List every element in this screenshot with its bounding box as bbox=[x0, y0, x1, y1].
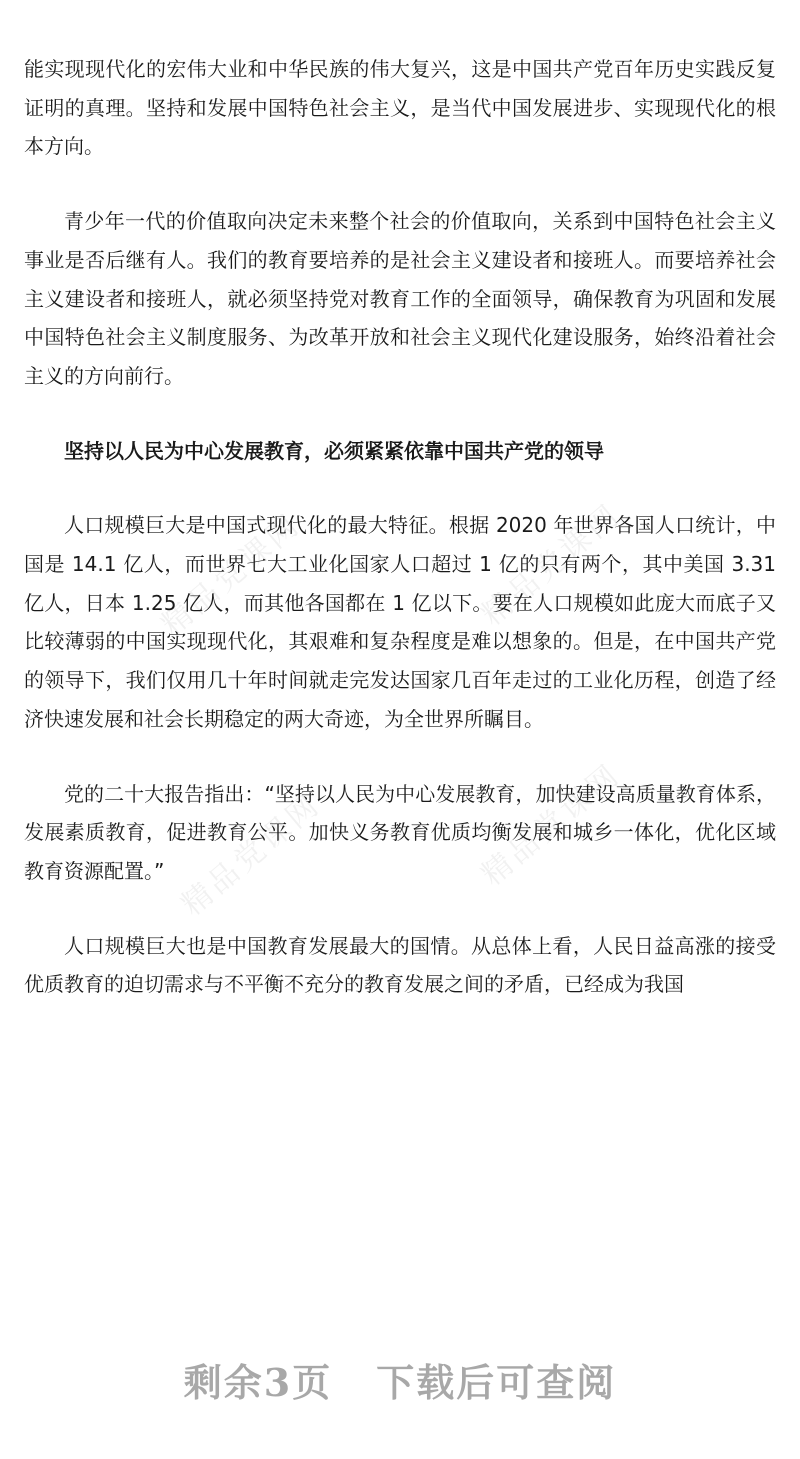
watermark-text: 精品党课网 bbox=[475, 756, 628, 893]
paragraph-gap bbox=[24, 166, 776, 202]
paragraph-gap bbox=[24, 891, 776, 927]
document-body bbox=[24, 50, 776, 1004]
paragraph: 党的二十大报告指出：“坚持以人民为中心发展教育，加快建设高质量教育体系，发展素质教育，促进教育公平。加快义务教育优质均衡发展和城乡一体化，优化区域教育资源配置。” bbox=[24, 781, 776, 883]
paragraph: 人口规模巨大也是中国教育发展最大的国情。从总体上看，人民日益高涨的接受优质教育的迫切需求与不平衡不充分的教育发展之间的矛盾，已经成为我国 bbox=[24, 933, 776, 997]
paragraph: 人口规模巨大是中国式现代化的最大特征。根据 2020 年世界各国人口统计，中国是 14.1 亿人，而世界七大工业化国家人口超过 1 亿的只有两个，其中美国 3.31 亿人，日本 1.25 亿人，而其他各国都在 1 亿以下。要在人口规模如此庞大而底子又比较薄弱的中国实现现代化，其艰难和复杂程度是难以想象的。但是，在中国共产党的领导下，我们仅用几十年时间就走完发达国家几百年走过的工业化历程，创造了经济快速发展和社会长期稳定的两大奇迹，为全世界所瞩目。 bbox=[24, 513, 776, 731]
paragraph-gap bbox=[24, 396, 776, 432]
paragraph-gap bbox=[24, 470, 776, 506]
section-heading: 坚持以人民为中心发展教育，必须紧紧依靠中国共产党的领导 bbox=[64, 438, 604, 463]
paragraph: 能实现现代化的宏伟大业和中华民族的伟大复兴，这是中国共产党百年历史实践反复证明的真理。坚持和发展中国特色社会主义，是当代中国发展进步、实现现代化的根本方向。 bbox=[24, 57, 776, 159]
download-banner[interactable] bbox=[0, 1352, 800, 1407]
watermark-text: 精品党课网 bbox=[155, 506, 308, 643]
download-to-view-label: 下载后可查阅 bbox=[376, 1360, 617, 1405]
watermark-text: 精品党课网 bbox=[175, 786, 328, 923]
paragraph: 青少年一代的价值取向决定未来整个社会的价值取向，关系到中国特色社会主义事业是否后继有人。我们的教育要培养的是社会主义建设者和接班人。而要培养社会主义建设者和接班人，就必须坚持党对教育工作的全面领导，确保教育为巩固和发展中国特色社会主义制度服务、为改革开放和社会主义现代化建设服务，始终沿着社会主义的方向前行。 bbox=[24, 209, 776, 388]
paragraph-gap bbox=[24, 739, 776, 775]
remaining-pages-label: 剩余3页 bbox=[183, 1360, 333, 1405]
watermark-text: 精品党课网 bbox=[475, 496, 628, 633]
